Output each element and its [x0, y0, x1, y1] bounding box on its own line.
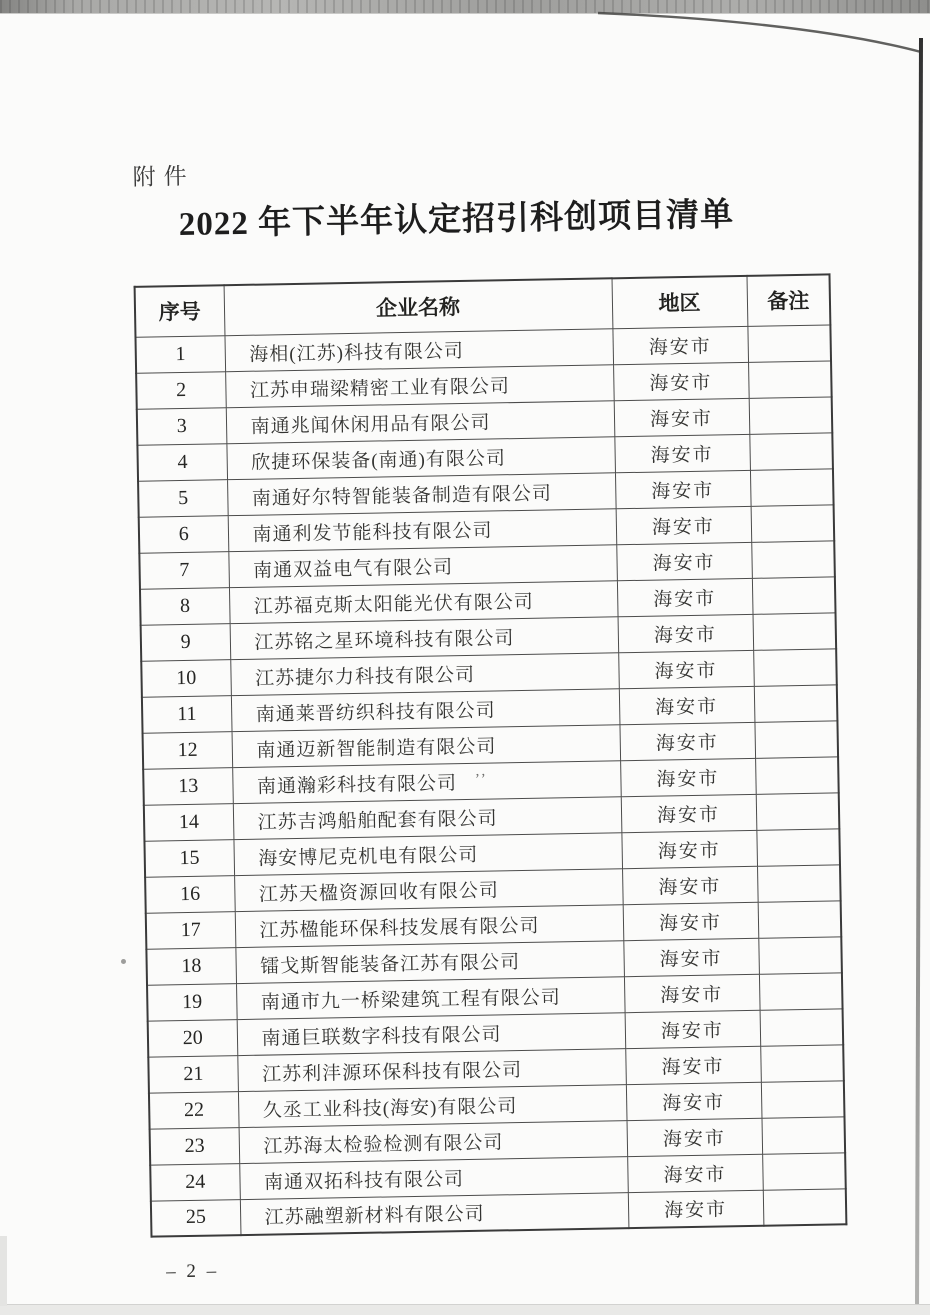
company-table-wrap [134, 273, 848, 1237]
remark-cell [757, 864, 841, 901]
company-name: 江苏吉鸿船舶配套有限公司 [257, 807, 498, 834]
row-number-cell: 24 [150, 1163, 240, 1201]
company-name: 南通双益电气有限公司 [252, 556, 454, 582]
company-table [134, 273, 848, 1237]
remark-cell [751, 540, 835, 577]
remark-cell [753, 648, 837, 685]
remark-cell [759, 972, 843, 1009]
company-name: 江苏融塑新材料有限公司 [264, 1203, 485, 1229]
remark-cell [754, 684, 838, 721]
header-company-name: 企业名称 [224, 278, 613, 335]
remark-cell [756, 828, 840, 865]
remark-cell [749, 396, 833, 433]
row-number-cell: 23 [150, 1127, 240, 1165]
remark-cell [754, 720, 838, 757]
region-cell: 海安市 [619, 686, 755, 724]
company-table-body [135, 324, 846, 1236]
region-cell: 海安市 [625, 1010, 761, 1048]
remark-cell [756, 792, 840, 829]
company-name: 南通迈新智能制造有限公司 [256, 735, 497, 762]
region-cell: 海安市 [619, 722, 755, 760]
company-name: 久丞工业科技(海安)有限公司 [262, 1095, 518, 1122]
scan-ink-mark: ’’ [474, 771, 488, 788]
company-name: 江苏天楹资源回收有限公司 [258, 879, 500, 906]
row-number-cell: 7 [139, 551, 229, 589]
company-name: 江苏申瑞梁精密工业有限公司 [249, 375, 511, 402]
row-number-cell: 9 [141, 623, 231, 661]
remark-cell [761, 1080, 845, 1117]
region-cell: 海安市 [612, 326, 748, 364]
row-number-cell: 1 [135, 335, 225, 373]
remark-cell [762, 1152, 846, 1189]
company-name: 江苏铭之星环境科技有限公司 [254, 627, 515, 654]
row-number-cell: 3 [137, 407, 227, 445]
company-name: 南通双拓科技有限公司 [263, 1168, 465, 1194]
company-name: 镭戈斯智能装备江苏有限公司 [260, 951, 521, 978]
remark-cell [758, 936, 842, 973]
row-number-cell: 14 [144, 803, 234, 841]
company-name: 南通瀚彩科技有限公司 [256, 772, 458, 798]
row-number-cell: 5 [138, 479, 228, 517]
row-number-cell: 22 [149, 1091, 239, 1129]
region-cell: 海安市 [617, 578, 753, 616]
remark-cell [763, 1188, 847, 1225]
remark-cell [749, 432, 833, 469]
remark-cell [760, 1044, 844, 1081]
remark-cell [753, 612, 837, 649]
remark-cell [747, 324, 831, 361]
company-name-cell [240, 1192, 629, 1235]
page-title: 2022 年下半年认定招引科创项目清单 [178, 197, 735, 244]
row-number-cell: 13 [143, 767, 233, 805]
company-name: 海安博尼克机电有限公司 [258, 844, 479, 870]
row-number-cell: 25 [151, 1199, 241, 1237]
remark-cell [748, 360, 832, 397]
row-number-cell: 12 [143, 731, 233, 769]
company-name: 南通市九一桥梁建筑工程有限公司 [260, 986, 562, 1014]
remark-cell [758, 900, 842, 937]
region-cell: 海安市 [627, 1118, 763, 1156]
remark-cell [755, 756, 839, 793]
row-number-cell: 19 [147, 983, 237, 1021]
row-number-cell: 17 [146, 911, 236, 949]
row-number-cell: 4 [137, 443, 227, 481]
region-cell: 海安市 [622, 866, 758, 904]
header-serial-number: 序号 [135, 285, 225, 337]
region-cell: 海安市 [620, 758, 756, 796]
row-number-cell: 10 [141, 659, 231, 697]
header-region: 地区 [612, 276, 748, 328]
company-name: 江苏福克斯太阳能光伏有限公司 [253, 591, 534, 618]
company-name: 南通好尔特智能装备制造有限公司 [251, 482, 553, 510]
company-name: 海相(江苏)科技有限公司 [249, 340, 465, 366]
remark-cell [760, 1008, 844, 1045]
company-name: 欣捷环保装备(南通)有限公司 [251, 447, 507, 474]
region-cell: 海安市 [613, 362, 749, 400]
region-cell: 海安市 [618, 650, 754, 688]
region-cell: 海安市 [623, 938, 759, 976]
remark-cell [752, 576, 836, 613]
region-cell: 海安市 [616, 506, 752, 544]
region-cell: 海安市 [621, 830, 757, 868]
row-number-cell: 21 [148, 1055, 238, 1093]
row-number-cell: 15 [144, 839, 234, 877]
region-cell: 海安市 [627, 1154, 763, 1192]
header-remark: 备注 [746, 274, 830, 325]
region-cell: 海安市 [614, 398, 750, 436]
row-number-cell: 16 [145, 875, 235, 913]
row-number-cell: 8 [140, 587, 230, 625]
company-name: 南通兆闻休闲用品有限公司 [250, 412, 491, 438]
region-cell: 海安市 [625, 1046, 761, 1084]
company-name: 南通利发节能科技有限公司 [252, 519, 493, 546]
row-number-cell: 2 [136, 371, 226, 409]
attachment-label: 附件 [132, 163, 195, 190]
remark-cell [761, 1116, 845, 1153]
row-number-cell: 20 [148, 1019, 238, 1057]
region-cell: 海安市 [614, 434, 750, 472]
company-name: 江苏海太检验检测有限公司 [263, 1131, 504, 1158]
scan-left-edge-strip [0, 1236, 7, 1306]
region-cell: 海安市 [618, 614, 754, 652]
company-name: 江苏捷尔力科技有限公司 [254, 664, 476, 690]
company-name: 南通巨联数字科技有限公司 [261, 1023, 502, 1050]
region-cell: 海安市 [623, 902, 759, 940]
region-cell: 海安市 [626, 1082, 762, 1120]
region-cell: 海安市 [628, 1190, 764, 1228]
row-number-cell: 6 [139, 515, 229, 553]
region-cell: 海安市 [624, 974, 760, 1012]
region-cell: 海安市 [615, 470, 751, 508]
page-number: – 2 – [165, 1260, 220, 1283]
region-cell: 海安市 [621, 794, 757, 832]
remark-cell [751, 504, 835, 541]
region-cell: 海安市 [616, 542, 752, 580]
remark-cell [750, 468, 834, 505]
company-name: 江苏利沣源环保科技有限公司 [261, 1059, 523, 1086]
company-name: 南通莱晋纺织科技有限公司 [255, 699, 496, 726]
row-number-cell: 18 [146, 947, 236, 985]
row-number-cell: 11 [142, 695, 232, 733]
company-name: 江苏楹能环保科技发展有限公司 [259, 915, 540, 942]
